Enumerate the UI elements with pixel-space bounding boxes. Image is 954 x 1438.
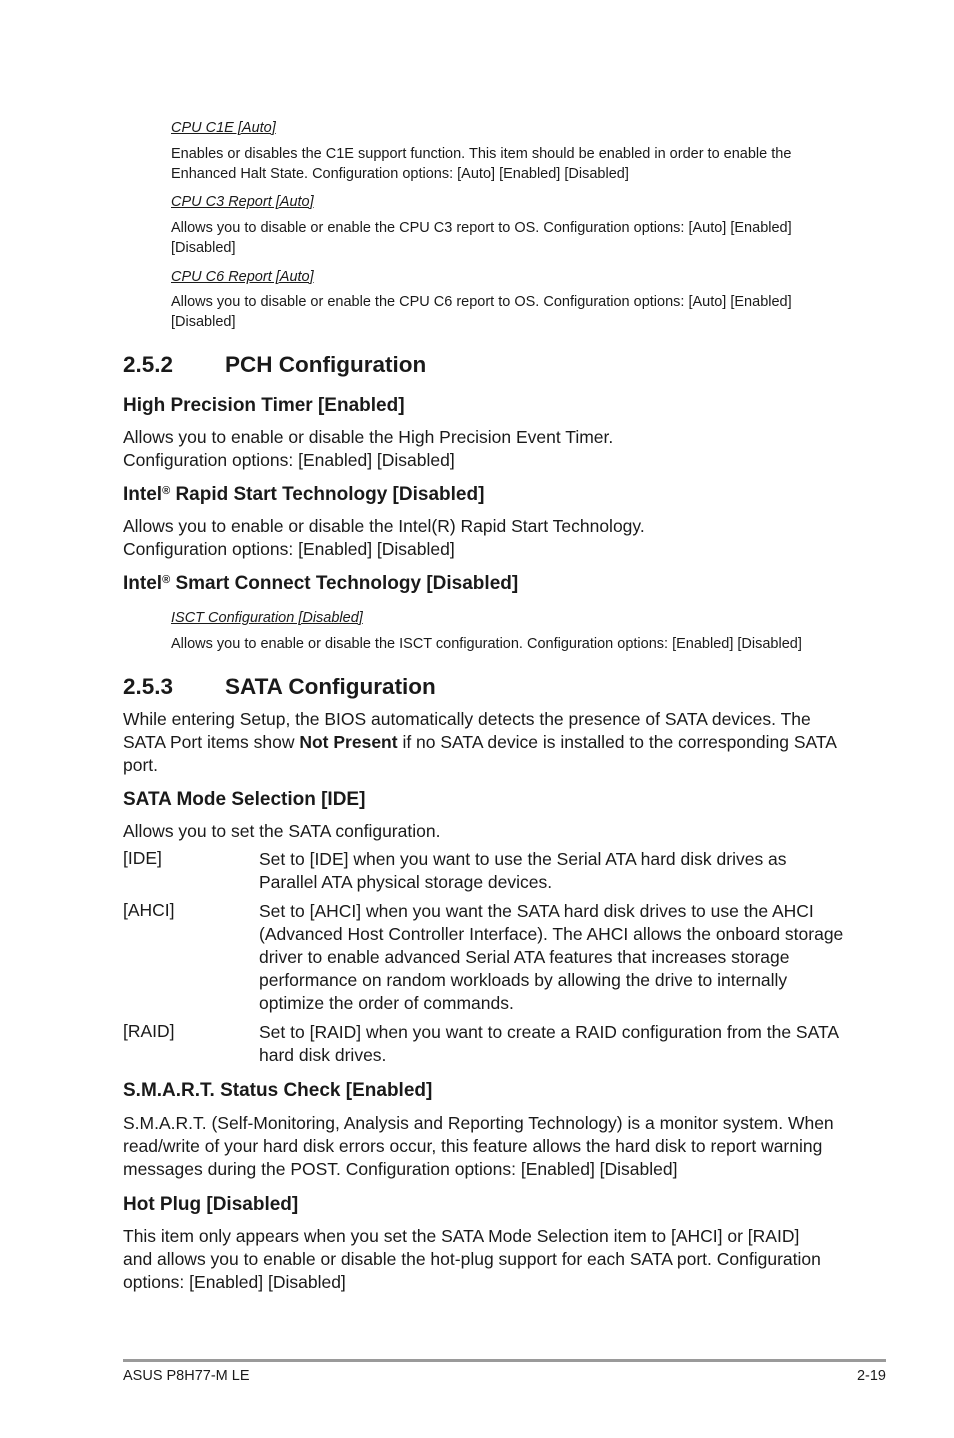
sct-title-prefix: Intel — [123, 573, 163, 594]
smart-title: S.M.A.R.T. Status Check [Enabled] — [123, 1080, 433, 1101]
hpt-desc — [123, 426, 838, 472]
sata-section-title: SATA Configuration — [225, 674, 436, 699]
hpt-desc-line2: Configuration options: [Enabled] [Disabled] — [123, 450, 455, 470]
sata-intro-text-b: if no SATA device is installed to the corresponding SATA port. — [123, 732, 836, 775]
sata-mode-title: SATA Mode Selection [IDE] — [123, 789, 366, 810]
cpu-c6-desc: Allows you to disable or enable the CPU C6 report to OS. Configuration options: [Auto] [Enabled] [Disabled] — [171, 294, 792, 330]
hpt-title: High Precision Timer [Enabled] — [123, 395, 405, 416]
option-key-raid: [RAID] — [123, 1021, 175, 1041]
rst-desc-line2: Configuration options: [Enabled] [Disabled] — [123, 539, 455, 559]
sct-title-rest: Smart Connect Technology [Disabled] — [170, 573, 519, 594]
registered-mark: ® — [162, 574, 171, 586]
hotplug-title: Hot Plug [Disabled] — [123, 1194, 299, 1215]
pch-section-heading — [123, 352, 426, 378]
isct-title: ISCT Configuration [Disabled] — [171, 610, 363, 626]
sata-section-heading — [123, 674, 436, 700]
footer-divider — [123, 1359, 886, 1362]
footer-page-number: 2-19 — [856, 1368, 886, 1384]
sata-section-number: 2.5.3 — [123, 674, 174, 699]
sata-mode-desc: Allows you to set the SATA configuration. — [123, 821, 441, 841]
rst-title — [123, 484, 484, 506]
sata-intro-text-a: While entering Setup, the BIOS automatically detects the presence of SATA devices. The SATA Port items show — [123, 709, 811, 752]
footer-product-name: ASUS P8H77-M LE — [123, 1368, 250, 1384]
rst-title-rest: Rapid Start Technology [Disabled] — [170, 484, 485, 505]
option-key-ahci: [AHCI] — [123, 900, 175, 920]
sata-intro-bold: Not Present — [299, 732, 398, 752]
option-desc-raid: Set to [RAID] when you want to create a RAID configuration from the SATA hard disk drives. — [259, 1022, 839, 1065]
smart-desc: S.M.A.R.T. (Self-Monitoring, Analysis and Reporting Technology) is a monitor system. When read/write of your hard disk errors occur, this feature allows the hard disk to report warning messages during the POST. Configuration options: [Enabled] [Disabled] — [123, 1113, 834, 1179]
cpu-c1e-desc: Enables or disables the C1E support function. This item should be enabled in order to enable the Enhanced Halt State. Configuration options: [Auto] [Enabled] [Disabled] — [171, 146, 792, 182]
rst-desc-line1: Allows you to enable or disable the Intel(R) Rapid Start Technology. — [123, 516, 645, 536]
hotplug-desc: This item only appears when you set the SATA Mode Selection item to [AHCI] or [RAID] and allows you to enable or disable the hot-plug support for each SATA port. Configuration options: [Enabled] [Disabled] — [123, 1226, 821, 1292]
cpu-c1e-title: CPU C1E [Auto] — [171, 120, 276, 136]
pch-section-number: 2.5.2 — [123, 352, 174, 377]
option-desc-ide: Set to [IDE] when you want to use the Serial ATA hard disk drives as Parallel ATA physical storage devices. — [259, 849, 787, 892]
sct-title — [123, 573, 518, 595]
cpu-c6-title: CPU C6 Report [Auto] — [171, 269, 314, 285]
isct-desc: Allows you to enable or disable the ISCT configuration. Configuration options: [Enabled] [Disabled] — [171, 636, 802, 652]
cpu-c3-title: CPU C3 Report [Auto] — [171, 194, 314, 210]
pch-section-title: PCH Configuration — [225, 352, 427, 377]
cpu-c3-desc: Allows you to disable or enable the CPU C3 report to OS. Configuration options: [Auto] [Enabled] [Disabled] — [171, 220, 792, 256]
sata-intro — [123, 708, 838, 777]
option-key-ide: [IDE] — [123, 848, 162, 868]
option-desc-ahci: Set to [AHCI] when you want the SATA hard disk drives to use the AHCI (Advanced Host Controller Interface). The AHCI allows the onboard storage driver to enable advanced Serial ATA features that increases storage performance on random workloads by allowing the drive to internally optimize the order of commands. — [259, 901, 844, 1013]
rst-title-prefix: Intel — [123, 484, 163, 505]
registered-mark: ® — [162, 485, 171, 497]
rst-desc — [123, 515, 838, 561]
hpt-desc-line1: Allows you to enable or disable the High Precision Event Timer. — [123, 427, 614, 447]
